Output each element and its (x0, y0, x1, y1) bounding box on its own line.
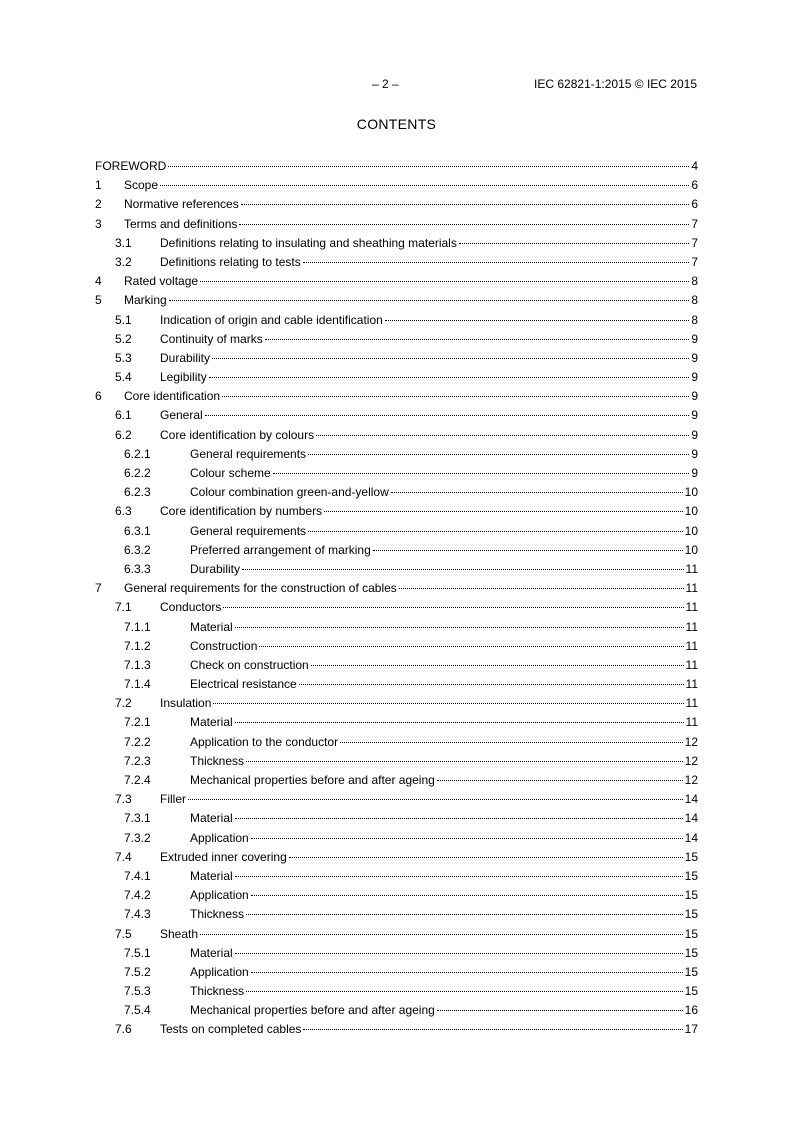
toc-entry-number: 7.1.2 (124, 638, 151, 653)
toc-entry-label: Definitions relating to insulating and sheathing materials (160, 235, 457, 250)
toc-leader-dots (168, 154, 689, 167)
toc-entry-page: 10 (684, 504, 698, 519)
toc-leader-dots (235, 806, 683, 819)
toc-entry-page: 15 (684, 868, 698, 883)
toc-entry-page: 15 (684, 926, 698, 941)
toc-entry-page: 9 (691, 370, 698, 385)
toc-entry[interactable] (95, 1020, 698, 1039)
toc-entry-number: 7.4.3 (124, 907, 151, 922)
toc-leader-dots (246, 979, 683, 992)
toc-leader-dots (239, 212, 689, 225)
toc-leader-dots (259, 634, 683, 647)
toc-entry-page: 9 (691, 331, 698, 346)
toc-entry-page: 17 (684, 1022, 698, 1037)
toc-entry-page: 8 (691, 312, 698, 327)
toc-leader-dots (235, 864, 683, 877)
toc-entry-number: 5.2 (115, 331, 132, 346)
toc-leader-dots (235, 941, 683, 954)
toc-leader-dots (200, 922, 683, 935)
toc-entry-number: 5.4 (115, 370, 132, 385)
toc-entry-number: 7.5.1 (124, 945, 151, 960)
toc-leader-dots (212, 346, 689, 359)
toc-entry-label: Core identification (124, 389, 221, 404)
toc-entry-page: 8 (691, 293, 698, 308)
toc-leader-dots (308, 442, 689, 455)
toc-entry-number: 7.3 (115, 792, 132, 807)
toc-entry-label: Tests on completed cables (160, 1022, 302, 1037)
toc-entry-number: 7.1.3 (124, 657, 151, 672)
toc-entry-number: 6.3 (115, 504, 132, 519)
toc-leader-dots (289, 845, 683, 858)
table-of-contents (95, 157, 698, 1040)
page-header-document: IEC 62821-1:2015 © IEC 2015 (534, 77, 697, 91)
toc-entry-number: 1 (95, 178, 102, 193)
toc-leader-dots (188, 787, 683, 800)
toc-entry-number: 7.3.2 (124, 830, 151, 845)
toc-entry-page: 7 (691, 216, 698, 231)
toc-entry-label: Core identification by colours (160, 427, 315, 442)
toc-entry-page: 11 (685, 696, 698, 711)
toc-entry-number: 7.2.1 (124, 715, 151, 730)
page-title: CONTENTS (356, 116, 437, 132)
toc-entry-label: Application (190, 888, 249, 903)
toc-entry-label: Scope (124, 178, 159, 193)
toc-entry-page: 6 (691, 178, 698, 193)
toc-entry-number: 7.1.1 (124, 619, 151, 634)
toc-leader-dots (303, 250, 690, 263)
toc-entry-page: 15 (684, 849, 698, 864)
toc-entry-page: 15 (684, 984, 698, 999)
toc-entry-label: Check on construction (190, 657, 309, 672)
toc-entry-page: 7 (691, 254, 698, 269)
toc-entry-label: Marking (124, 293, 167, 308)
toc-entry-label: FOREWORD (95, 159, 167, 173)
toc-leader-dots (251, 960, 683, 973)
toc-leader-dots (241, 192, 690, 205)
toc-leader-dots (340, 730, 683, 743)
toc-leader-dots (251, 826, 683, 839)
toc-leader-dots (242, 557, 684, 570)
toc-entry-page: 12 (684, 753, 698, 768)
toc-entry-label: General (160, 408, 203, 423)
toc-entry-label: Mechanical properties before and after ageing (190, 1003, 435, 1018)
toc-entry-page: 12 (684, 773, 698, 787)
toc-entry-number: 6.2.2 (124, 466, 151, 480)
toc-entry-number: 2 (95, 197, 102, 212)
toc-entry-label: Material (190, 868, 233, 883)
toc-entry-label: Indication of origin and cable identification (160, 312, 383, 327)
toc-entry-label: Conductors (160, 600, 222, 615)
toc-entry-label: Preferred arrangement of marking (190, 542, 371, 557)
toc-leader-dots (213, 691, 683, 704)
toc-entry-number: 7.5.3 (124, 984, 151, 999)
toc-entry-label: Material (190, 715, 233, 730)
toc-entry-page: 6 (691, 197, 698, 212)
toc-entry-number: 4 (95, 274, 102, 289)
toc-leader-dots (222, 384, 689, 397)
toc-entry-page: 15 (684, 945, 698, 960)
toc-entry-number: 7.6 (115, 1022, 132, 1037)
toc-entry-number: 7.4.2 (124, 888, 151, 903)
toc-entry-number: 7.3.1 (124, 811, 151, 826)
toc-entry-page: 7 (691, 235, 698, 250)
toc-entry-page: 11 (685, 677, 698, 692)
toc-entry-number: 6.1 (115, 408, 132, 423)
toc-entry-page: 9 (691, 408, 698, 423)
toc-entry-number: 6 (95, 389, 102, 404)
toc-entry-number: 7.2.2 (124, 734, 151, 749)
toc-entry-page: 15 (684, 888, 698, 903)
toc-entry-label: Application (190, 964, 249, 979)
toc-entry-page: 11 (685, 581, 698, 596)
toc-leader-dots (324, 499, 683, 512)
toc-entry-label: Mechanical properties before and after ageing (190, 773, 435, 787)
toc-leader-dots (303, 1017, 682, 1030)
toc-entry-number: 7.2 (115, 696, 132, 711)
toc-entry-page: 11 (685, 638, 698, 653)
toc-entry-page: 10 (684, 485, 698, 500)
toc-leader-dots (246, 749, 683, 762)
toc-entry-label: Continuity of marks (160, 331, 263, 346)
toc-entry-number: 7.5.2 (124, 964, 151, 979)
toc-entry-page: 9 (691, 427, 698, 442)
toc-entry-label: Core identification by numbers (160, 504, 323, 519)
toc-entry-label: General requirements for the construction of cables (124, 581, 397, 596)
toc-leader-dots (251, 883, 683, 896)
toc-entry-number: 7.5 (115, 926, 132, 941)
toc-entry-label: Durability (160, 350, 211, 365)
toc-entry-page: 14 (684, 811, 698, 826)
toc-leader-dots (373, 538, 683, 551)
toc-leader-dots (246, 902, 683, 915)
toc-leader-dots (200, 269, 689, 282)
toc-entry-label: Definitions relating to tests (160, 254, 301, 269)
toc-entry-number: 5.3 (115, 350, 132, 365)
toc-leader-dots (223, 595, 683, 608)
toc-leader-dots (391, 480, 683, 493)
toc-entry-number: 7.1 (115, 600, 132, 615)
toc-leader-dots (437, 998, 683, 1011)
toc-entry-page: 10 (684, 523, 698, 538)
toc-leader-dots (209, 365, 690, 378)
toc-entry-page: 9 (691, 446, 698, 461)
toc-leader-dots (308, 519, 683, 532)
toc-entry-page: 9 (691, 389, 698, 404)
toc-leader-dots (385, 308, 689, 321)
toc-entry-number: 7.2.4 (124, 773, 151, 787)
toc-entry-page: 14 (684, 830, 698, 845)
toc-entry-label: Filler (160, 792, 186, 807)
toc-entry-label: Material (190, 619, 233, 634)
toc-entry-number: 6.2.3 (124, 485, 151, 500)
toc-entry-number: 3.2 (115, 254, 132, 269)
toc-leader-dots (235, 615, 684, 628)
toc-entry-label: Insulation (160, 696, 212, 711)
toc-entry-page: 11 (685, 561, 698, 576)
toc-entry-page: 10 (684, 542, 698, 557)
toc-leader-dots (235, 710, 684, 723)
toc-entry-page: 9 (691, 350, 698, 365)
toc-entry-label: Material (190, 811, 233, 826)
toc-entry-number: 6.2 (115, 427, 132, 442)
toc-leader-dots (265, 327, 690, 340)
toc-entry-number: 5 (95, 293, 102, 308)
toc-entry-number: 6.2.1 (124, 446, 151, 461)
toc-entry-page: 4 (691, 159, 698, 173)
toc-entry-label: Extruded inner covering (160, 849, 287, 864)
toc-entry-page: 16 (684, 1003, 698, 1018)
toc-entry-label: Normative references (124, 197, 239, 212)
toc-entry-label: Thickness (190, 753, 245, 768)
toc-entry-page: 11 (685, 619, 698, 634)
toc-entry-number: 6.3.2 (124, 542, 151, 557)
toc-entry-label: Rated voltage (124, 274, 199, 289)
toc-entry-number: 7.4.1 (124, 868, 151, 883)
toc-entry-label: Terms and definitions (124, 216, 238, 231)
toc-entry-page: 9 (691, 466, 698, 480)
toc-entry-page: 11 (685, 657, 698, 672)
toc-leader-dots (160, 173, 689, 186)
toc-entry-number: 6.3.3 (124, 561, 151, 576)
toc-entry-page: 8 (691, 274, 698, 289)
toc-entry-page: 12 (684, 734, 698, 749)
toc-entry-page: 11 (685, 715, 698, 730)
toc-entry-label: General requirements (190, 523, 307, 538)
toc-leader-dots (437, 768, 683, 781)
toc-entry-label: Thickness (190, 984, 245, 999)
toc-entry-label: Material (190, 945, 233, 960)
toc-entry-page: 14 (684, 792, 698, 807)
toc-entry-label: Thickness (190, 907, 245, 922)
toc-entry-page: 15 (684, 964, 698, 979)
toc-entry-label: Legibility (160, 370, 207, 385)
toc-leader-dots (169, 288, 690, 301)
toc-leader-dots (299, 672, 684, 685)
toc-entry-number: 7.5.4 (124, 1003, 151, 1018)
toc-leader-dots (273, 461, 690, 474)
toc-entry-label: Sheath (160, 926, 199, 941)
page-header-number: – 2 – (372, 77, 399, 91)
toc-leader-dots (205, 403, 690, 416)
toc-entry-number: 5.1 (115, 312, 132, 327)
toc-entry-number: 7 (95, 581, 102, 596)
toc-leader-dots (399, 576, 684, 589)
toc-entry-label: Colour scheme (190, 466, 271, 480)
toc-entry-number: 7.4 (115, 849, 132, 864)
toc-entry-label: Durability (190, 561, 241, 576)
toc-entry-number: 7.2.3 (124, 753, 151, 768)
toc-entry-page: 15 (684, 907, 698, 922)
toc-entry-label: Application to the conductor (190, 734, 339, 749)
toc-entry-number: 3 (95, 216, 102, 231)
toc-leader-dots (316, 423, 689, 436)
toc-entry-label: Colour combination green-and-yellow (190, 485, 389, 500)
toc-leader-dots (459, 231, 689, 244)
toc-entry-label: Application (190, 830, 249, 845)
toc-entry-page: 11 (685, 600, 698, 615)
toc-entry-number: 7.1.4 (124, 677, 151, 692)
toc-entry-number: 3.1 (115, 235, 132, 250)
toc-leader-dots (311, 653, 684, 666)
toc-entry-label: Construction (190, 638, 258, 653)
toc-entry-label: Electrical resistance (190, 677, 297, 692)
toc-entry-number: 6.3.1 (124, 523, 151, 538)
toc-entry-label: General requirements (190, 446, 307, 461)
